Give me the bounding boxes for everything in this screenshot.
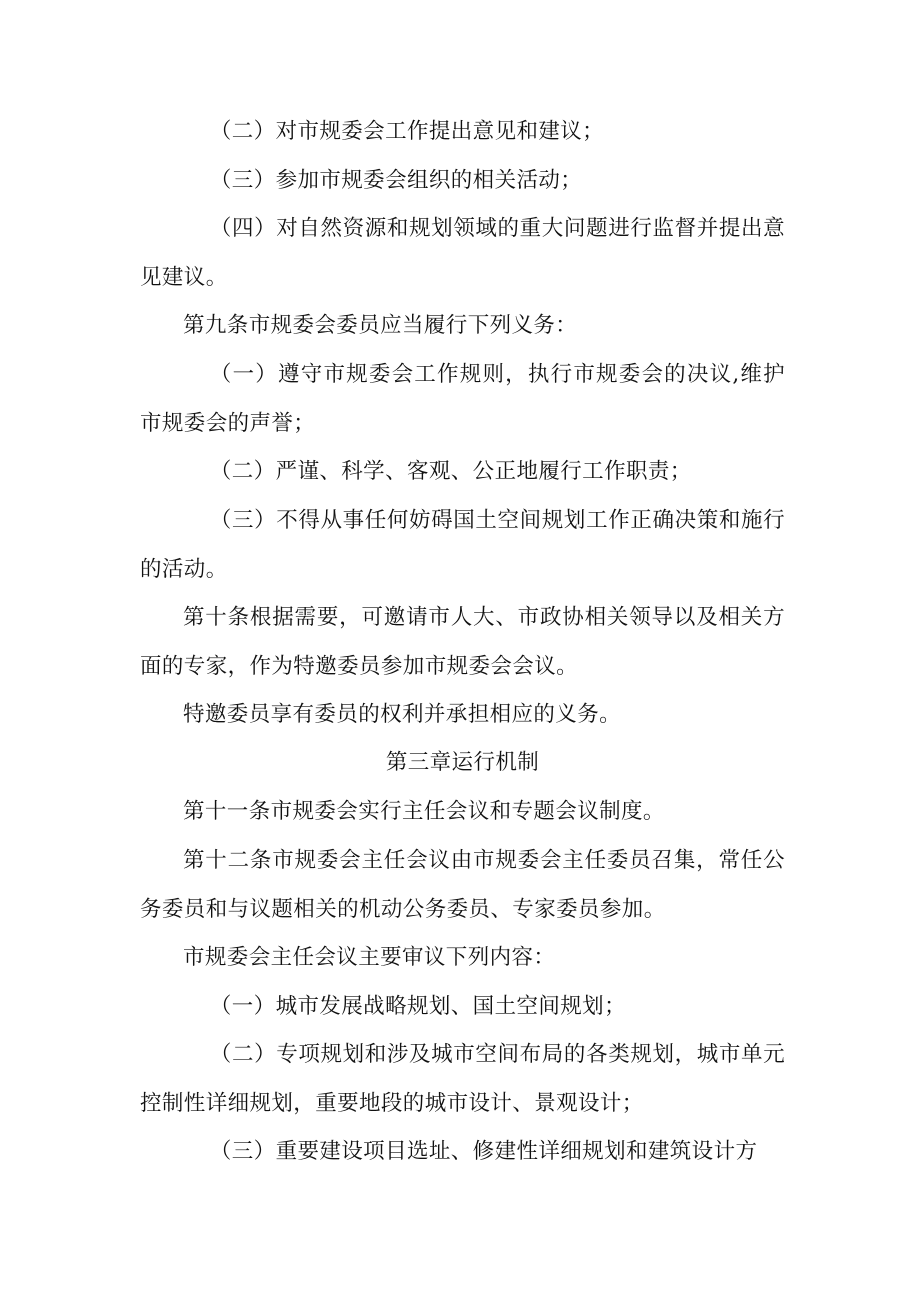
paragraph-right-2: （二）对市规委会工作提出意见和建议； <box>209 119 605 144</box>
article-12: 第十二条市规委会主任会议由市规委会主任委员召集，常任公务委员和与议题相关的机动公务委员、专家委员参加。 <box>140 848 785 922</box>
review-item-1: （一）城市发展战略规划、国土空间规划； <box>209 994 626 1019</box>
paragraph-right-3: （三）参加市规委会组织的相关活动； <box>209 168 583 193</box>
special-member-paragraph: 特邀委员享有委员的权利并承担相应的义务。 <box>183 702 622 727</box>
paragraph-right-4: （四）对自然资源和规划领域的重大问题进行监督并提出意见建议。 <box>140 216 785 290</box>
article-10: 第十条根据需要，可邀请市人大、市政协相关领导以及相关方面的专家，作为特邀委员参加市规委会会议。 <box>140 605 785 679</box>
duty-item-2: （二）严谨、科学、客观、公正地履行工作职责； <box>209 459 692 484</box>
review-item-2: （二）专项规划和涉及城市空间布局的各类规划，城市单元控制性详细规划，重要地段的城市设计、景观设计； <box>140 1042 785 1116</box>
review-content-intro: 市规委会主任会议主要审议下列内容： <box>183 945 556 970</box>
duty-item-3: （三）不得从事任何妨碍国土空间规划工作正确决策和施行的活动。 <box>140 508 785 582</box>
duty-item-1: （一）遵守市规委会工作规则，执行市规委会的决议,维护市规委会的声誉； <box>140 362 785 436</box>
article-9: 第九条市规委会委员应当履行下列义务： <box>183 313 578 338</box>
review-item-3: （三）重要建设项目选址、修建性详细规划和建筑设计方 <box>209 1139 758 1164</box>
chapter-heading: 第三章运行机制 <box>385 750 540 775</box>
article-11: 第十一条市规委会实行主任会议和专题会议制度。 <box>183 799 665 824</box>
